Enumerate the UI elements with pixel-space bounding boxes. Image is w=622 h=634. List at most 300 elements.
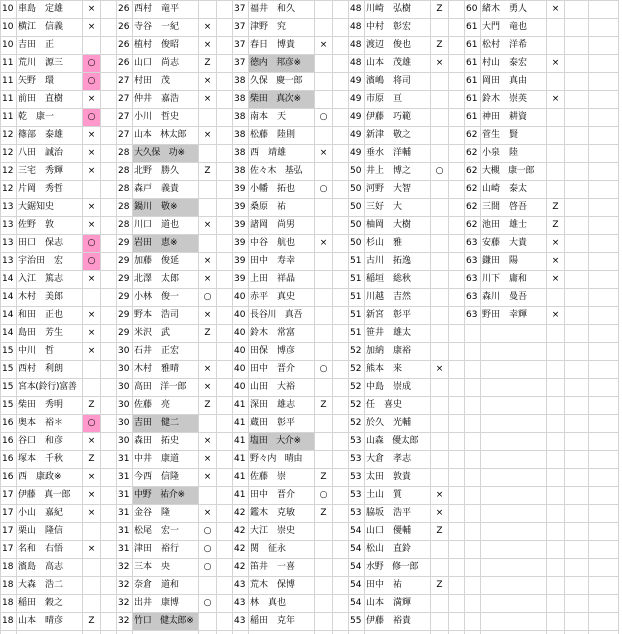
cell-name[interactable]: 片岡 秀哲 [17,181,83,199]
cell-number[interactable]: 42 [233,541,249,559]
cell-name[interactable] [481,523,547,541]
cell-name[interactable]: 三間 啓吾 [481,199,547,217]
cell-empty[interactable] [333,343,349,361]
cell-mark[interactable]: × [199,505,217,523]
cell-name[interactable] [481,361,547,379]
cell-empty[interactable] [217,451,233,469]
cell-name[interactable]: 林 真也 [249,595,315,613]
cell-name[interactable]: 森戸 義貴 [133,181,199,199]
cell-mark[interactable] [199,1,217,19]
cell-number[interactable]: 51 [349,271,365,289]
cell-name[interactable]: 津田 裕行 [133,541,199,559]
cell-number[interactable]: 50 [349,163,365,181]
cell-mark[interactable]: × [315,235,333,253]
cell-name[interactable] [481,577,547,595]
cell-number[interactable]: 41 [233,469,249,487]
cell-empty[interactable] [565,307,589,325]
cell-name[interactable]: 鈴木 常富 [249,325,315,343]
cell-name[interactable]: 松山 直鈴 [365,541,431,559]
cell-number[interactable] [465,577,481,595]
cell-number[interactable]: 18 [1,613,17,631]
cell-empty[interactable] [565,343,589,361]
cell-empty[interactable] [101,397,117,415]
cell-empty[interactable] [589,289,619,307]
cell-empty[interactable] [449,343,465,361]
cell-empty[interactable] [449,397,465,415]
cell-name[interactable]: 奥本 裕＊ [17,415,83,433]
cell-name[interactable]: 荒木 保博 [249,577,315,595]
cell-number[interactable]: 38 [233,145,249,163]
cell-empty[interactable] [101,487,117,505]
cell-mark[interactable]: Z [547,217,565,235]
cell-number[interactable]: 63 [465,253,481,271]
cell-empty[interactable] [449,595,465,613]
cell-mark[interactable] [315,577,333,595]
cell-mark[interactable]: × [547,1,565,19]
cell-name[interactable]: 稲垣 総秋 [365,271,431,289]
cell-mark[interactable]: ○ [315,487,333,505]
cell-name[interactable]: 脇坂 浩平 [365,505,431,523]
cell-mark[interactable]: Z [431,523,449,541]
cell-empty[interactable] [333,37,349,55]
cell-empty[interactable] [589,235,619,253]
cell-empty[interactable] [449,217,465,235]
cell-name[interactable]: 栗山 隆信 [17,523,83,541]
cell-mark[interactable] [199,415,217,433]
cell-mark[interactable] [431,199,449,217]
cell-empty[interactable] [449,289,465,307]
cell-name[interactable]: 山本 晴彦 [17,613,83,631]
cell-empty[interactable] [101,19,117,37]
cell-name[interactable] [365,631,431,634]
cell-number[interactable]: 17 [1,505,17,523]
cell-number[interactable]: 63 [465,235,481,253]
cell-number[interactable]: 38 [233,127,249,145]
cell-name[interactable]: 竹口 健太郎※ [133,613,199,631]
cell-empty[interactable] [449,451,465,469]
cell-number[interactable]: 51 [349,325,365,343]
cell-number[interactable]: 40 [233,343,249,361]
cell-mark[interactable] [315,541,333,559]
cell-name[interactable]: 稲田 穀之 [17,595,83,613]
cell-mark[interactable] [547,145,565,163]
cell-empty[interactable] [449,91,465,109]
cell-mark[interactable]: × [199,469,217,487]
cell-empty[interactable] [101,613,117,631]
cell-number[interactable]: 28 [117,163,133,181]
cell-name[interactable]: 中井 康道 [133,451,199,469]
cell-number[interactable]: 41 [233,487,249,505]
cell-mark[interactable] [431,343,449,361]
cell-mark[interactable] [315,55,333,73]
cell-mark[interactable] [547,289,565,307]
cell-empty[interactable] [589,325,619,343]
cell-name[interactable]: 新津 敬之 [365,127,431,145]
cell-number[interactable]: 18 [1,559,17,577]
cell-empty[interactable] [565,631,589,634]
cell-name[interactable]: 鍋川 敬※ [133,199,199,217]
cell-empty[interactable] [565,127,589,145]
cell-number[interactable]: 41 [233,415,249,433]
cell-name[interactable]: 伊藤 真一郎 [17,487,83,505]
cell-empty[interactable] [101,253,117,271]
cell-mark[interactable] [83,577,101,595]
cell-empty[interactable] [217,271,233,289]
cell-number[interactable]: 37 [233,19,249,37]
cell-mark[interactable]: × [547,91,565,109]
cell-empty[interactable] [217,487,233,505]
cell-number[interactable]: 42 [233,523,249,541]
cell-number[interactable]: 11 [1,109,17,127]
cell-number[interactable]: 32 [117,559,133,577]
cell-empty[interactable] [101,523,117,541]
cell-empty[interactable] [449,541,465,559]
cell-empty[interactable] [101,415,117,433]
cell-mark[interactable] [431,379,449,397]
cell-number[interactable]: 62 [465,217,481,235]
cell-number[interactable]: 52 [349,397,365,415]
cell-empty[interactable] [101,73,117,91]
cell-empty[interactable] [565,1,589,19]
cell-empty[interactable] [449,505,465,523]
cell-empty[interactable] [589,433,619,451]
cell-name[interactable]: 佐々木 基弘 [249,163,315,181]
cell-name[interactable]: 長谷川 真吾 [249,307,315,325]
cell-name[interactable]: 鈴木 崇英 [481,91,547,109]
cell-name[interactable]: 土山 質 [365,487,431,505]
cell-mark[interactable] [547,163,565,181]
cell-mark[interactable]: × [199,451,217,469]
cell-number[interactable] [465,433,481,451]
cell-number[interactable] [465,595,481,613]
cell-empty[interactable] [333,595,349,613]
cell-mark[interactable]: × [199,307,217,325]
cell-name[interactable] [481,559,547,577]
cell-empty[interactable] [217,127,233,145]
cell-mark[interactable] [315,631,333,634]
cell-mark[interactable] [547,505,565,523]
cell-mark[interactable]: × [83,307,101,325]
cell-number[interactable]: 14 [1,325,17,343]
cell-name[interactable]: 大倉 孝志 [365,451,431,469]
cell-mark[interactable]: × [431,55,449,73]
cell-number[interactable]: 54 [349,577,365,595]
cell-name[interactable]: 川口 道也 [133,217,199,235]
cell-mark[interactable]: ○ [315,181,333,199]
cell-empty[interactable] [565,199,589,217]
cell-name[interactable]: 加納 康裕 [365,343,431,361]
cell-mark[interactable] [547,37,565,55]
cell-mark[interactable] [199,181,217,199]
cell-name[interactable]: 木村 雅晴 [133,361,199,379]
cell-name[interactable]: 三宅 秀輝 [17,163,83,181]
cell-empty[interactable] [449,559,465,577]
cell-name[interactable]: 杉山 雅 [365,235,431,253]
cell-empty[interactable] [449,613,465,631]
cell-number[interactable]: 30 [117,361,133,379]
cell-number[interactable]: 40 [233,307,249,325]
cell-empty[interactable] [217,361,233,379]
cell-name[interactable]: 岩田 恵※ [133,235,199,253]
cell-mark[interactable] [315,523,333,541]
cell-number[interactable]: 26 [117,37,133,55]
cell-number[interactable]: 48 [349,55,365,73]
cell-number[interactable]: 43 [233,595,249,613]
cell-empty[interactable] [101,289,117,307]
cell-empty[interactable] [565,217,589,235]
cell-empty[interactable] [333,73,349,91]
cell-mark[interactable]: × [199,91,217,109]
cell-name[interactable] [481,343,547,361]
cell-mark[interactable]: × [83,145,101,163]
cell-empty[interactable] [101,541,117,559]
cell-empty[interactable] [101,325,117,343]
cell-empty[interactable] [565,523,589,541]
cell-number[interactable]: 16 [1,433,17,451]
cell-number[interactable]: 51 [349,253,365,271]
cell-number[interactable]: 13 [1,253,17,271]
cell-mark[interactable] [547,433,565,451]
cell-number[interactable]: 15 [1,343,17,361]
cell-name[interactable]: 三本 央 [133,559,199,577]
cell-number[interactable] [1,631,17,634]
cell-empty[interactable] [333,217,349,235]
cell-mark[interactable]: Z [199,397,217,415]
cell-empty[interactable] [333,487,349,505]
cell-mark[interactable] [83,523,101,541]
cell-mark[interactable]: × [431,361,449,379]
cell-name[interactable] [481,505,547,523]
cell-name[interactable]: 田中 晋介 [249,487,315,505]
cell-number[interactable]: 38 [233,163,249,181]
cell-number[interactable]: 62 [465,199,481,217]
cell-name[interactable]: 垂水 洋輔 [365,145,431,163]
cell-mark[interactable] [83,289,101,307]
cell-mark[interactable] [547,397,565,415]
cell-empty[interactable] [333,199,349,217]
cell-number[interactable]: 29 [117,253,133,271]
cell-number[interactable]: 30 [117,343,133,361]
cell-empty[interactable] [101,91,117,109]
cell-name[interactable]: 大久保 功※ [133,145,199,163]
cell-mark[interactable]: Z [315,505,333,523]
cell-number[interactable]: 31 [117,523,133,541]
cell-empty[interactable] [565,163,589,181]
cell-number[interactable]: 31 [117,487,133,505]
cell-mark[interactable]: × [83,343,101,361]
cell-number[interactable]: 15 [1,361,17,379]
cell-name[interactable]: 島田 芳生 [17,325,83,343]
cell-number[interactable]: 37 [233,37,249,55]
cell-mark[interactable] [547,577,565,595]
cell-number[interactable] [465,559,481,577]
cell-number[interactable] [465,451,481,469]
cell-name[interactable]: 米沢 武 [133,325,199,343]
cell-empty[interactable] [565,559,589,577]
cell-mark[interactable]: × [547,55,565,73]
cell-empty[interactable] [589,451,619,469]
cell-name[interactable]: 山田 大裕 [249,379,315,397]
cell-empty[interactable] [333,541,349,559]
cell-mark[interactable] [315,19,333,37]
cell-empty[interactable] [101,433,117,451]
cell-mark[interactable] [547,325,565,343]
cell-empty[interactable] [565,145,589,163]
cell-mark[interactable] [431,397,449,415]
cell-mark[interactable] [431,451,449,469]
cell-empty[interactable] [333,415,349,433]
cell-number[interactable]: 62 [465,145,481,163]
cell-number[interactable]: 62 [465,127,481,145]
cell-mark[interactable]: × [199,73,217,91]
cell-number[interactable]: 26 [117,1,133,19]
cell-mark[interactable] [431,91,449,109]
cell-name[interactable]: 古川 拓逸 [365,253,431,271]
cell-number[interactable]: 28 [117,145,133,163]
cell-name[interactable]: 入江 篤志 [17,271,83,289]
cell-name[interactable]: 田中 寿幸 [249,253,315,271]
cell-mark[interactable] [315,307,333,325]
cell-empty[interactable] [449,379,465,397]
cell-name[interactable]: 車島 定雄 [17,1,83,19]
cell-name[interactable]: 鑑木 克敏 [249,505,315,523]
cell-name[interactable]: 蔵田 彰平 [249,415,315,433]
cell-number[interactable]: 16 [1,469,17,487]
cell-number[interactable]: 63 [465,271,481,289]
cell-empty[interactable] [565,55,589,73]
cell-mark[interactable] [431,541,449,559]
cell-mark[interactable]: × [83,271,101,289]
cell-name[interactable]: 水野 修一郎 [365,559,431,577]
cell-mark[interactable] [431,469,449,487]
cell-number[interactable]: 39 [233,181,249,199]
cell-name[interactable]: 山森 優太郎 [365,433,431,451]
cell-empty[interactable] [333,397,349,415]
cell-empty[interactable] [589,397,619,415]
cell-number[interactable]: 10 [1,1,17,19]
cell-number[interactable]: 39 [233,271,249,289]
cell-empty[interactable] [565,361,589,379]
cell-empty[interactable] [565,37,589,55]
cell-empty[interactable] [589,415,619,433]
cell-number[interactable]: 43 [233,613,249,631]
cell-empty[interactable] [101,181,117,199]
cell-number[interactable]: 62 [465,163,481,181]
cell-number[interactable]: 29 [117,325,133,343]
cell-empty[interactable] [217,343,233,361]
cell-mark[interactable]: Z [83,397,101,415]
cell-number[interactable]: 55 [349,613,365,631]
cell-name[interactable] [481,469,547,487]
cell-name[interactable]: 佐藤 崇 [249,469,315,487]
cell-mark[interactable]: × [199,19,217,37]
cell-name[interactable]: 於久 光輔 [365,415,431,433]
cell-empty[interactable] [565,451,589,469]
cell-empty[interactable] [217,37,233,55]
cell-name[interactable]: 宇治田 宏 [17,253,83,271]
cell-number[interactable]: 30 [117,379,133,397]
cell-empty[interactable] [217,253,233,271]
cell-mark[interactable] [547,361,565,379]
cell-name[interactable]: 上田 祥晶 [249,271,315,289]
cell-name[interactable]: 田中 祐 [365,577,431,595]
cell-name[interactable]: 西村 利朗 [17,361,83,379]
cell-name[interactable]: 乾 康一 [17,109,83,127]
cell-name[interactable] [481,595,547,613]
cell-name[interactable]: 谷口 和彦 [17,433,83,451]
cell-number[interactable]: 17 [1,541,17,559]
cell-mark[interactable] [431,181,449,199]
cell-name[interactable]: 山口 優輔 [365,523,431,541]
cell-empty[interactable] [101,235,117,253]
cell-mark[interactable]: Z [431,577,449,595]
cell-name[interactable]: 植村 俊昭 [133,37,199,55]
cell-name[interactable]: 横江 信義 [17,19,83,37]
cell-number[interactable]: 14 [1,289,17,307]
cell-name[interactable]: 春日 博貴 [249,37,315,55]
cell-mark[interactable]: Z [547,199,565,217]
cell-empty[interactable] [449,1,465,19]
cell-number[interactable]: 13 [1,199,17,217]
cell-empty[interactable] [589,523,619,541]
cell-number[interactable]: 29 [117,271,133,289]
cell-empty[interactable] [333,145,349,163]
cell-mark[interactable]: × [199,271,217,289]
cell-mark[interactable] [547,487,565,505]
cell-number[interactable]: 26 [117,55,133,73]
cell-empty[interactable] [333,577,349,595]
cell-mark[interactable]: ○ [431,163,449,181]
cell-empty[interactable] [565,325,589,343]
cell-number[interactable]: 31 [117,451,133,469]
cell-name[interactable]: 山口 尚志 [133,55,199,73]
cell-number[interactable]: 39 [233,217,249,235]
cell-mark[interactable]: ○ [315,361,333,379]
cell-empty[interactable] [217,217,233,235]
cell-mark[interactable]: ○ [83,235,101,253]
cell-mark[interactable] [83,631,101,634]
cell-name[interactable]: 市原 亘 [365,91,431,109]
cell-name[interactable]: 寺谷 一紀 [133,19,199,37]
cell-name[interactable]: 小山 嘉紀 [17,505,83,523]
cell-mark[interactable]: ○ [83,55,101,73]
cell-empty[interactable] [217,415,233,433]
cell-empty[interactable] [333,271,349,289]
cell-empty[interactable] [449,19,465,37]
cell-mark[interactable]: × [315,37,333,55]
cell-mark[interactable]: × [83,127,101,145]
cell-mark[interactable] [547,19,565,37]
cell-empty[interactable] [565,19,589,37]
cell-name[interactable]: 西村 竜平 [133,1,199,19]
cell-empty[interactable] [589,487,619,505]
cell-name[interactable]: 川越 吉然 [365,289,431,307]
cell-number[interactable]: 63 [465,307,481,325]
cell-mark[interactable] [547,127,565,145]
cell-number[interactable]: 43 [233,577,249,595]
cell-number[interactable]: 50 [349,181,365,199]
cell-mark[interactable]: ○ [199,595,217,613]
cell-name[interactable]: 野田 幸輝 [481,307,547,325]
cell-empty[interactable] [101,361,117,379]
cell-name[interactable]: 大門 竜也 [481,19,547,37]
cell-mark[interactable] [315,433,333,451]
cell-name[interactable]: 野本 浩司 [133,307,199,325]
cell-number[interactable]: 61 [465,91,481,109]
cell-number[interactable]: 32 [117,577,133,595]
cell-mark[interactable] [431,631,449,634]
cell-mark[interactable] [431,307,449,325]
